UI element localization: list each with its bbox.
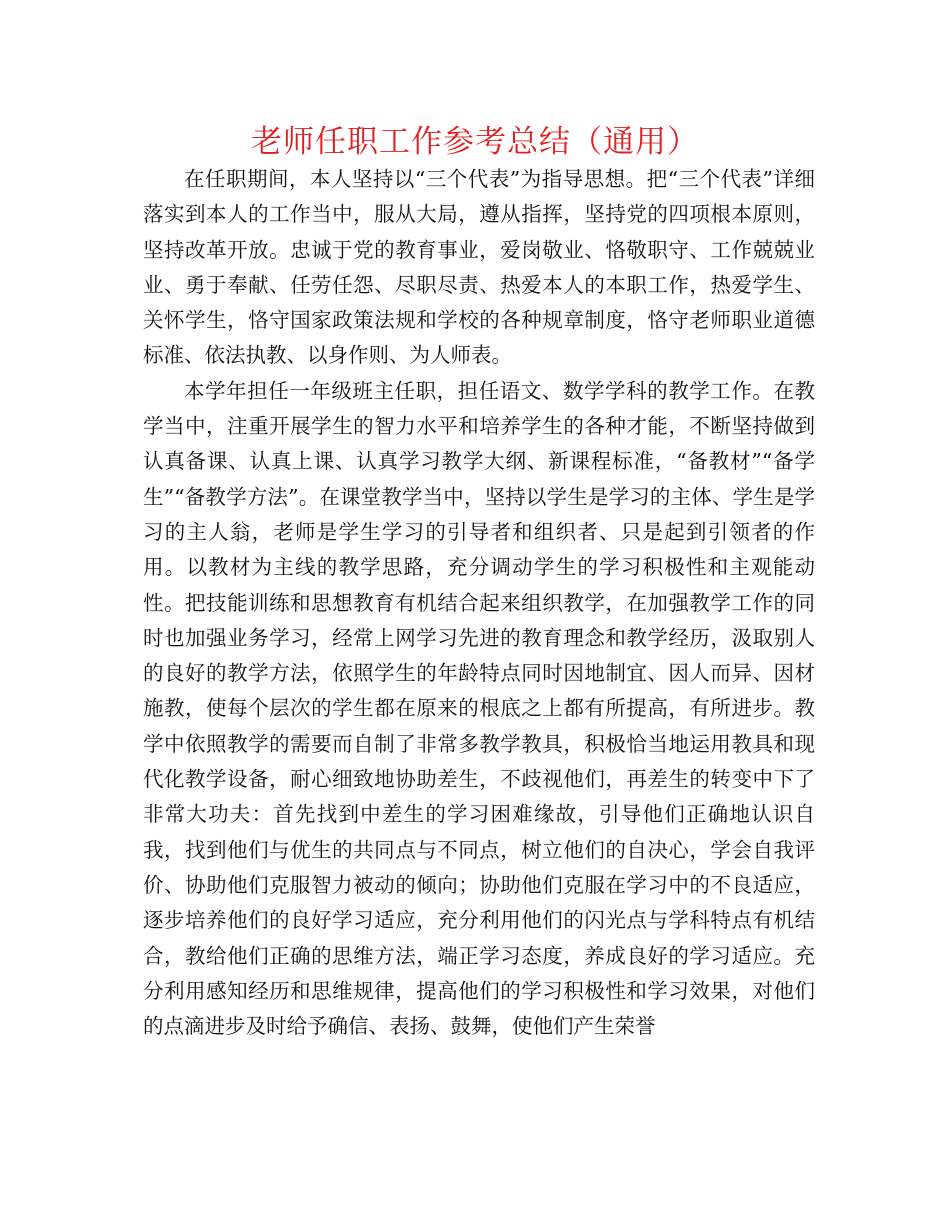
paragraph-1: 在任职期间，本人坚持以“三个代表”为指导思想。把“三个代表”详细落实到本人的工作当中，服从大局，遵从指挥，坚持党的四项根本原则，坚持改革开放。忠诚于党的教育事业，爱岗敬业、恪敬职守、工作兢兢业业、勇于奉献、任劳任怨、尽职尽责、热爱本人的本职工作，热爱学生、关怀学生，恪守国家政策法规和学校的各种规章制度，恪守老师职业道德标准、依法执教、以身作则、为人师表。 — [143, 167, 815, 368]
document-title: 老师任职工作参考总结（通用） — [251, 124, 699, 160]
document-body — [143, 162, 815, 1044]
paragraph-2: 本学年担任一年级班主任职，担任语文、数学学科的教学工作。在教学当中，注重开展学生的智力水平和培养学生的各种才能，不断坚持做到认真备课、认真上课、认真学习教学大纲、新课程标准，“备教材”“备学生”“备教学方法”。在课堂教学当中，坚持以学生是学习的主体、学生是学习的主人翁，老师是学生学习的引导者和组织者、只是起到引领者的作用。以教材为主线的教学思路，充分调动学生的学习积极性和主观能动性。把技能训练和思想教育有机结合起来组织教学，在加强教学工作的同时也加强业务学习，经常上网学习先进的教育理念和教学经历，汲取别人的良好的教学方法，依照学生的年龄特点同时因地制宜、因人而异、因材施教，使每个层次的学生都在原来的根底之上都有所提高，有所进步。教学中依照教学的需要而自制了非常多教学教具，积极恰当地运用教具和现代化教学设备，耐心细致地协助差生，不歧视他们，再差生的转变中下了非常大功夫：首先找到中差生的学习困难缘故，引导他们正确地认识自我，找到他们与优生的共同点与不同点，树立他们的自决心，学会自我评价、协助他们克服智力被动的倾向；协助他们克服在学习中的不良适应，逐步培养他们的良好学习适应，充分利用他们的闪光点与学科特点有机结合，教给他们正确的思维方法，端正学习态度，养成良好的学习适应。充分利用感知经历和思维规律，提高他们的学习积极性和学习效果，对他们的点滴进步及时给予确信、表扬、鼓舞，使他们产生荣誉 — [143, 378, 815, 1039]
